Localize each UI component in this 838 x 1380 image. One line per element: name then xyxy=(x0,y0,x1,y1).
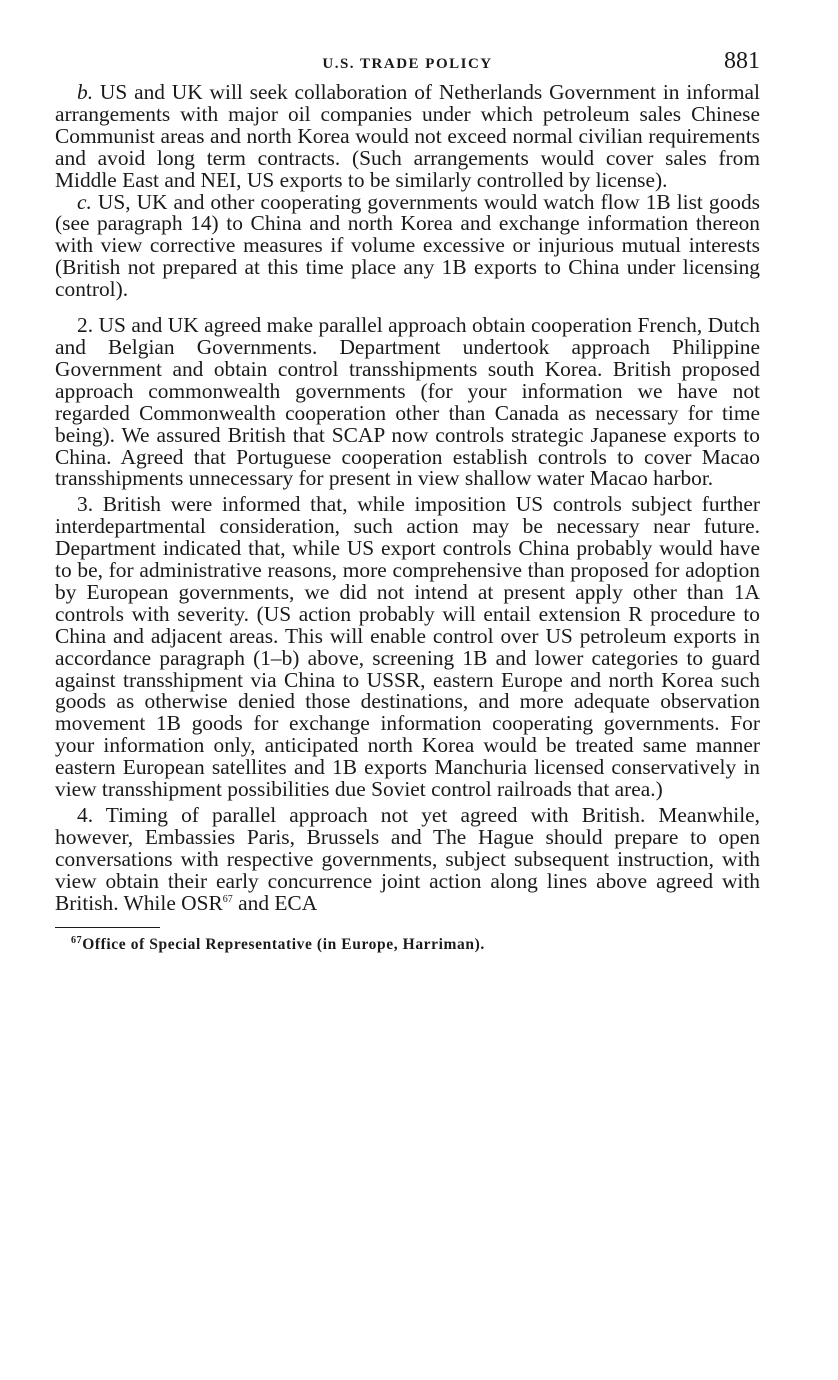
page-header xyxy=(55,48,760,82)
paragraph-3: 3. British were informed that, while imposition US controls subject further interdepartmental consideration, such action may be necessary near future. Department indicated that, while US export controls China probably would have to be, for administrative reasons, more comprehensive than proposed for adoption by European governments, we did not intend at present apply other than 1A controls with severity. (US action probably will entail extension R procedure to China and adjacent areas. This will enable control over US petroleum exports in accordance paragraph (1–b) above, screening 1B and lower categories to guard against transshipment via China to USSR, eastern Europe and north Korea such goods as otherwise denied those destinations, and more adequate observation movement 1B goods for exchange information cooperating governments. For your information only, anticipated north Korea would be treated same manner eastern European satellites and 1B exports Manchuria licensed conservatively in view transshipment possibilities due Soviet control railroads that area.) xyxy=(55,492,760,802)
footnote-marker: 67 xyxy=(71,934,83,946)
paragraph-4 xyxy=(55,805,760,915)
footnote-67 xyxy=(55,936,760,954)
footnote-divider xyxy=(55,927,160,928)
paragraph-2: 2. US and UK agreed make parallel approach obtain cooperation French, Dutch and Belgian Governments. Department undertook approach Philippine Government and obtain control transshipments south Korea. British proposed approach commonwealth governments (for your information we have not regarded Commonwealth cooperation other than Canada as necessary for time being). We assured British that SCAP now controls strategic Japanese exports to China. Agreed that Portuguese cooperation establish controls to cover Macao transshipments unnecessary for present in view shallow water Macao harbor. xyxy=(55,313,760,491)
paragraph-1c-text: US, UK and other cooperating governments would watch flow 1B list goods (see paragraph 14) to China and north Korea and exchange information thereon with view corrective measures if volume excessive or injurious mutual interests (British not prepared at this time place any 1B exports to China under licensing control). xyxy=(55,189,760,302)
paragraph-4-text: 4. Timing of parallel approach not yet agreed with British. Meanwhile, however, Embassies Paris, Brussels and The Hague should prepare to open conversations with respective governments, subject subsequent instruction, with view obtain their early concurrence joint action along lines above agreed with British. While OSR xyxy=(55,803,760,915)
paragraph-1c xyxy=(55,189,760,302)
document-page xyxy=(55,48,760,954)
running-head: U.S. TRADE POLICY xyxy=(322,56,493,72)
paragraph-1b-letter: b. xyxy=(77,80,94,104)
paragraph-1b-text: US and UK will seek collaboration of Netherlands Government in informal arrangements with major oil companies under which petroleum sales Chinese Communist areas and north Korea would not exceed normal civilian requirements and avoid long term contracts. (Such arrangements would cover sales from Middle East and NEI, US exports to be similarly controlled by license). xyxy=(55,80,760,192)
footnote-text: Office of Special Representative (in Europe, Harriman). xyxy=(82,935,485,953)
page-number: 881 xyxy=(724,48,760,74)
paragraph-4-tail: and ECA xyxy=(232,890,318,915)
footnote-reference[interactable]: 67 xyxy=(222,893,233,905)
paragraph-1c-letter: c. xyxy=(77,189,92,214)
paragraph-1b xyxy=(55,82,760,192)
